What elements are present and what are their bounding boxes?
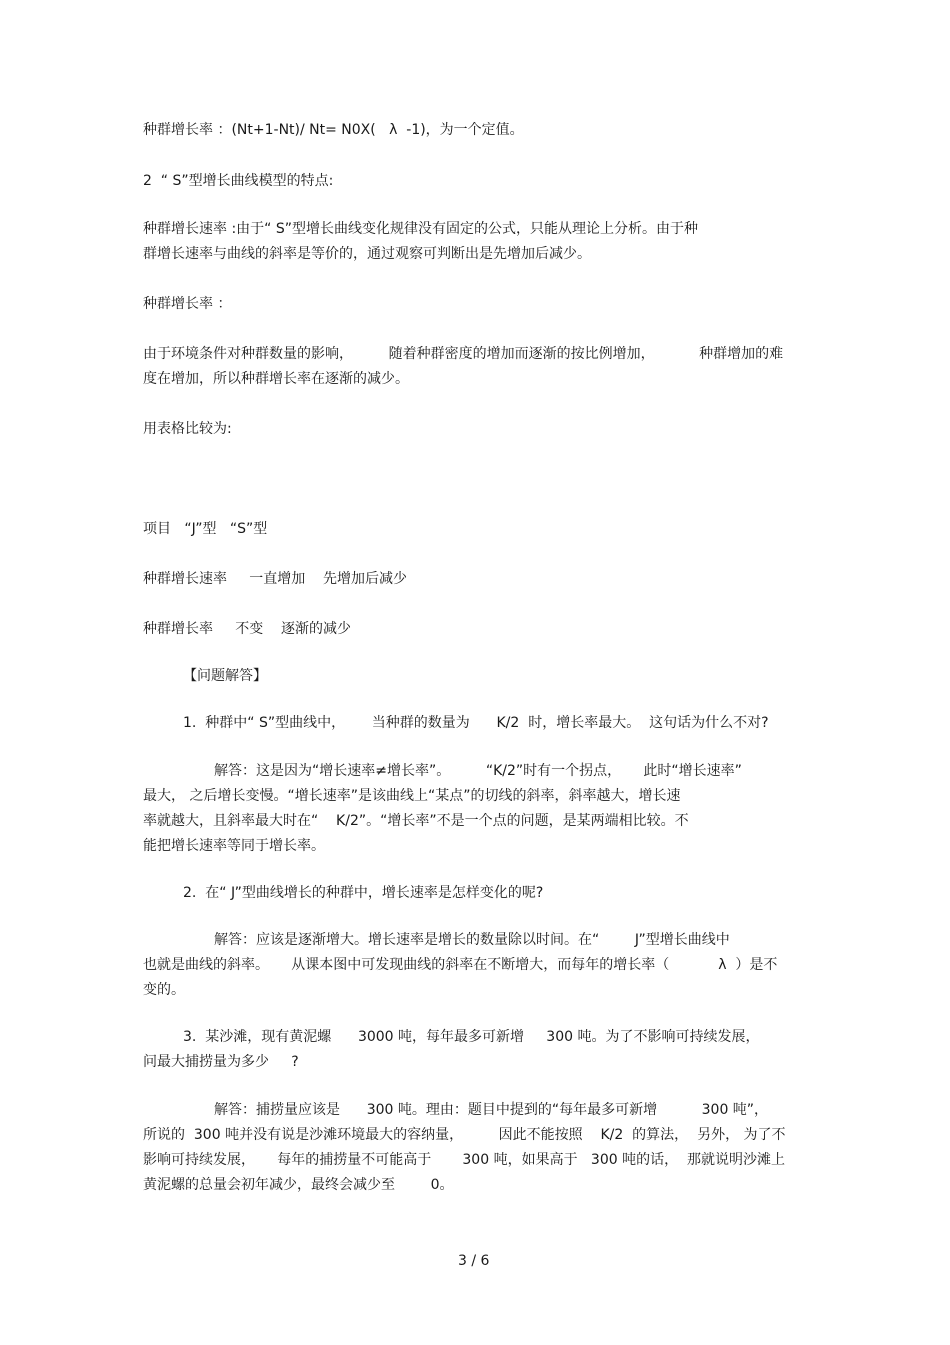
answer-line: 解答：应该是逐渐增大。增长速率是增长的数量除以时间。在“ J”型增长曲线中 (214, 932, 730, 948)
text-line: 种群增长速率 :由于“ S”型增长曲线变化规律没有固定的公式，只能从理论上分析。由于种 (143, 221, 699, 237)
question-line: 问最大捕捞量为多少 ? (143, 1054, 299, 1070)
answer-line: 解答：捕捞量应该是 300 吨。理由：题目中提到的“每年最多可新增 300 吨”， (214, 1102, 769, 1118)
question-line: 2. 在“ J”型曲线增长的种群中，增长速率是怎样变化的呢? (183, 885, 544, 901)
text-line: 群增长速率与曲线的斜率是等价的，通过观察可判断出是先增加后减少。 (143, 246, 591, 262)
table-row: 种群增长率 不变 逐渐的减少 (143, 621, 352, 637)
table-row: 种群增长速率 一直增加 先增加后减少 (143, 571, 408, 587)
text-line: 由于环境条件对种群数量的影响， 随着种群密度的增加而逐渐的按比例增加， 种群增加的难 (143, 346, 784, 362)
section-heading: 【问题解答】 (183, 668, 267, 684)
text-line: 用表格比较为: (143, 421, 232, 437)
answer-line: 黄泥螺的总量会初年减少，最终会减少至 0。 (143, 1177, 454, 1193)
answer-line: 率就越大，且斜率最大时在“ K/2”。“增长率”不是一个点的问题，是某两端相比较。不 (143, 813, 689, 829)
text-line: 种群增长率 ：(Nt+1-Nt)/ Nt= N0X( λ -1)，为一个定值。 (143, 122, 524, 138)
question-line: 1. 种群中“ S”型曲线中， 当种群的数量为 K/2 时，增长率最大。 这句话为什么不对? (183, 715, 769, 731)
answer-line: 变的。 (143, 982, 185, 998)
answer-line: 所说的 300 吨并没有说是沙滩环境最大的容纳量， 因此不能按照 K/2 的算法， 另外， 为了不 (143, 1127, 786, 1143)
page-number: 3 / 6 (458, 1253, 490, 1269)
question-line: 3. 某沙滩，现有黄泥螺 3000 吨，每年最多可新增 300 吨。为了不影响可持续发展， (183, 1029, 760, 1045)
text-line: 度在增加，所以种群增长率在逐渐的减少。 (143, 371, 409, 387)
text-line: 种群增长率 ： (143, 296, 232, 312)
answer-line: 也就是曲线的斜率。 从课本图中可发现曲线的斜率在不断增大，而每年的增长率（ λ ）是不 (143, 957, 778, 973)
answer-line: 解答：这是因为“增长速率≠增长率”。 “K/2”时有一个拐点， 此时“增长速率” (214, 763, 742, 779)
answer-line: 能把增长速率等同于增长率。 (143, 838, 325, 854)
answer-line: 最大， 之后增长变慢。“增长速率”是该曲线上“某点”的切线的斜率，斜率越大，增长速 (143, 788, 681, 804)
section-heading: 2 “ S”型增长曲线模型的特点: (143, 173, 334, 189)
table-header-row: 项目 “J”型 “S”型 (143, 521, 268, 537)
answer-line: 影响可持续发展， 每年的捕捞量不可能高于 300 吨，如果高于 300 吨的话， 那就说明沙滩上 (143, 1152, 785, 1168)
